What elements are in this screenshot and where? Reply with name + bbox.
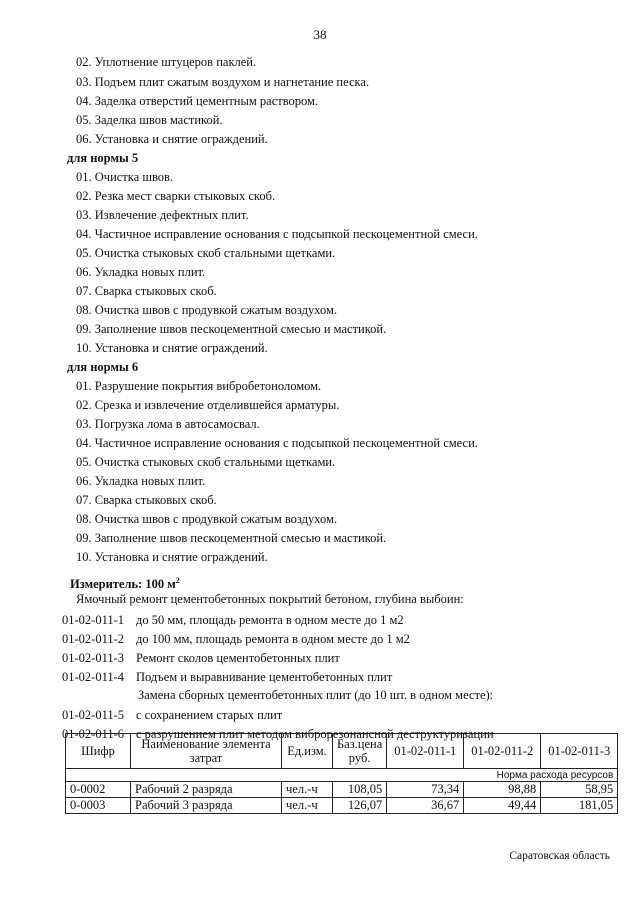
norm5-heading: для нормы 5	[67, 151, 139, 165]
norm-code: 01-02-011-4	[62, 670, 125, 684]
cell-cipher: 0-0003	[66, 798, 131, 814]
norm-desc: с разрушением плит методом виброрезонансной деструктуризации	[136, 727, 494, 741]
list-item: 07. Сварка стыковых скоб.	[76, 493, 217, 507]
resource-table	[65, 733, 618, 814]
col-price	[333, 734, 387, 769]
norm-code: 01-02-011-6	[62, 727, 125, 741]
cell-unit: чел.-ч	[282, 782, 333, 798]
table-row	[66, 782, 618, 798]
cell-value-3: 58,95	[541, 782, 618, 798]
table-subheader-row	[66, 769, 618, 782]
list-item: 04. Частичное исправление основания с подсыпкой пескоцементной смеси.	[76, 227, 478, 241]
col-code-3: 01-02-011-3	[541, 734, 618, 769]
norm-desc: до 50 мм, площадь ремонта в одном месте до 1 м2	[136, 613, 404, 627]
replacement-heading: Замена сборных цементобетонных плит (до 10 шт. в одном месте):	[138, 688, 494, 702]
list-item: 10. Установка и снятие ограждений.	[76, 341, 268, 355]
col-unit: Ед.изм.	[282, 734, 333, 769]
cell-value-2: 49,44	[464, 798, 541, 814]
norm-code: 01-02-011-3	[62, 651, 125, 665]
norm-desc: до 100 мм, площадь ремонта в одном месте до 1 м2	[136, 632, 410, 646]
list-item: 02. Резка мест сварки стыковых скоб.	[76, 189, 276, 203]
norm6-heading: для нормы 6	[67, 360, 139, 374]
norm-desc: Подъем и выравнивание цементобетонных плит	[136, 670, 393, 684]
col-price-line2: руб.	[348, 751, 371, 765]
table-header-row	[66, 734, 618, 769]
list-item: 01. Разрушение покрытия вибробетоноломом.	[76, 379, 322, 393]
measure-text: Измеритель: 100 м	[70, 577, 176, 592]
measure-sup: 2	[175, 576, 180, 585]
list-item: 08. Очистка швов с продувкой сжатым воздухом.	[76, 512, 338, 526]
list-item: 06. Установка и снятие ограждений.	[76, 132, 268, 146]
intro-text: Ямочный ремонт цементобетонных покрытий бетоном, глубина выбоин:	[76, 592, 464, 606]
cell-value-3: 181,05	[541, 798, 618, 814]
list-item: 02. Срезка и извлечение отделившейся арматуры.	[76, 398, 340, 412]
list-item: 02. Уплотнение штуцеров паклей.	[76, 55, 257, 69]
list-item: 07. Сварка стыковых скоб.	[76, 284, 217, 298]
cell-name: Рабочий 3 разряда	[131, 798, 282, 814]
list-item: 06. Укладка новых плит.	[76, 265, 206, 279]
norm-code: 01-02-011-1	[62, 613, 125, 627]
cell-unit: чел.-ч	[282, 798, 333, 814]
footer-region: Саратовская область	[509, 850, 610, 862]
col-name	[131, 734, 282, 769]
norm-desc: с сохранением старых плит	[136, 708, 283, 722]
list-item: 08. Очистка швов с продувкой сжатым воздухом.	[76, 303, 338, 317]
list-item: 05. Очистка стыковых скоб стальными щетками.	[76, 246, 336, 260]
col-code-1: 01-02-011-1	[387, 734, 464, 769]
resource-norm-label: Норма расхода ресурсов	[66, 769, 618, 782]
list-item: 09. Заполнение швов пескоцементной смесью и мастикой.	[76, 322, 387, 336]
col-price-line1: Баз.цена	[337, 737, 383, 751]
col-name-line1: Наименование элемента	[141, 737, 271, 751]
table-row	[66, 798, 618, 814]
measure-unit	[70, 573, 180, 592]
list-item: 05. Заделка швов мастикой.	[76, 113, 223, 127]
col-cipher: Шифр	[66, 734, 131, 769]
norm-code: 01-02-011-5	[62, 708, 125, 722]
list-item: 03. Погрузка лома в автосамосвал.	[76, 417, 260, 431]
list-item: 10. Установка и снятие ограждений.	[76, 550, 268, 564]
list-item: 01. Очистка швов.	[76, 170, 174, 184]
list-item: 04. Заделка отверстий цементным раствором.	[76, 94, 319, 108]
cell-value-1: 73,34	[387, 782, 464, 798]
norm-desc: Ремонт сколов цементобетонных плит	[136, 651, 340, 665]
col-name-line2: затрат	[189, 751, 223, 765]
list-item: 09. Заполнение швов пескоцементной смесью и мастикой.	[76, 531, 387, 545]
list-item: 03. Подъем плит сжатым воздухом и нагнетание песка.	[76, 75, 370, 89]
list-item: 03. Извлечение дефектных плит.	[76, 208, 249, 222]
page-number: 38	[313, 27, 327, 42]
cell-value-2: 98,88	[464, 782, 541, 798]
list-item: 06. Укладка новых плит.	[76, 474, 206, 488]
cell-name: Рабочий 2 разряда	[131, 782, 282, 798]
norm-code: 01-02-011-2	[62, 632, 125, 646]
col-code-2: 01-02-011-2	[464, 734, 541, 769]
cell-price: 126,07	[333, 798, 387, 814]
list-item: 04. Частичное исправление основания с подсыпкой пескоцементной смеси.	[76, 436, 478, 450]
cell-value-1: 36,67	[387, 798, 464, 814]
cell-price: 108,05	[333, 782, 387, 798]
list-item: 05. Очистка стыковых скоб стальными щетками.	[76, 455, 336, 469]
cell-cipher: 0-0002	[66, 782, 131, 798]
